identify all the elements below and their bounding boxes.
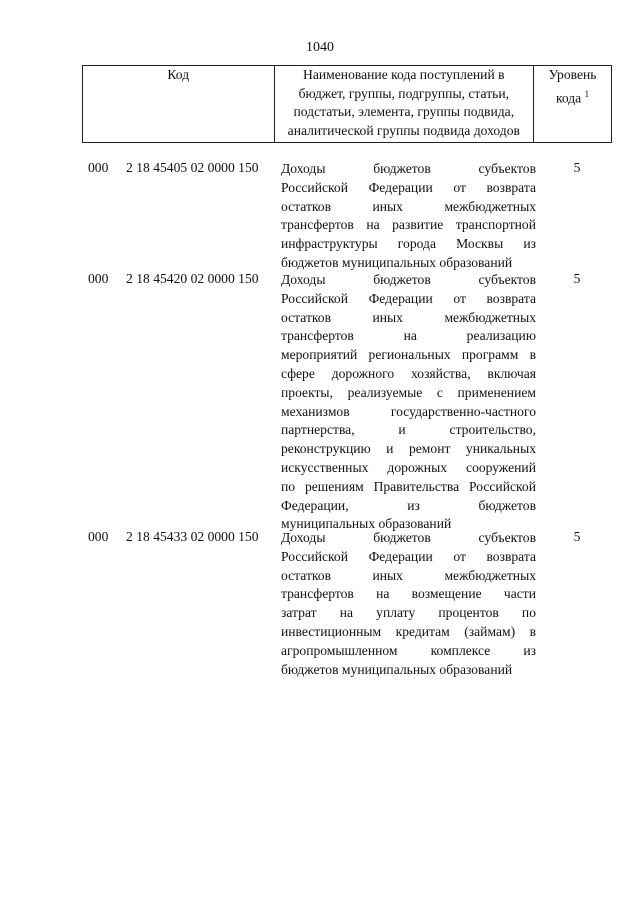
revenue-name-line: остатков иных межбюджетных	[281, 309, 536, 325]
table-header	[82, 65, 612, 143]
footnote-marker: 1	[584, 88, 590, 99]
revenue-name-line: инвестиционным кредитам (займам) в	[281, 623, 536, 639]
code-level: 5	[573, 160, 581, 175]
revenue-name-line: Доходы бюджетов субъектов	[281, 530, 536, 545]
revenue-name-line: трансфертов на реализацию	[281, 328, 536, 344]
revenue-name-line: инфраструктуры города Москвы из	[281, 236, 536, 252]
revenue-name-line: затрат на уплату процентов по	[281, 605, 536, 621]
revenue-name-line: муниципальных образований	[281, 516, 452, 532]
column-header-level-line: кода $^1$	[555, 88, 590, 106]
column-header-name-line: аналитической группы подвида доходов	[287, 122, 520, 138]
revenue-name-line: бюджетов муниципальных образований	[281, 254, 513, 270]
revenue-name-line: Российской Федерации от возврата	[281, 290, 536, 306]
revenue-name-line: Доходы бюджетов субъектов	[281, 272, 536, 287]
revenue-name-line: Доходы бюджетов субъектов	[281, 161, 536, 176]
revenue-name-line: трансфертов на развитие транспортной	[281, 217, 536, 233]
column-header-name	[274, 66, 534, 143]
code-level: 5	[573, 271, 581, 286]
revenue-code: 2 18 45405 02 0000 150	[126, 160, 259, 175]
revenue-name-line: Российской Федерации от возврата	[281, 548, 536, 564]
revenue-name-line: Федерации, из бюджетов	[281, 497, 536, 513]
revenue-name-line: остатков иных межбюджетных	[281, 198, 536, 214]
revenue-name	[281, 529, 536, 679]
code-level: 5	[573, 529, 581, 544]
revenue-name-line: трансфертов на возмещение части	[281, 586, 536, 602]
column-header-level-line: Уровень	[548, 67, 597, 82]
revenue-name	[281, 160, 536, 273]
revenue-name-line: искусственных дорожных сооружений	[281, 459, 536, 475]
admin-code: 000	[88, 271, 109, 286]
column-header-name-line: подстатьи, элемента, группы подвида,	[293, 104, 515, 119]
revenue-name-line: по решениям Правительства Российской	[281, 478, 536, 494]
revenue-code: 2 18 45420 02 0000 150	[126, 271, 259, 286]
revenue-name-line: мероприятий региональных программ в	[281, 347, 536, 363]
revenue-name-line: агропромышленном комплексе из	[281, 642, 536, 658]
column-header-name-line: бюджет, группы, подгруппы, статьи,	[298, 85, 510, 101]
revenue-name-line: бюджетов муниципальных образований	[281, 661, 513, 677]
admin-code: 000	[88, 160, 109, 175]
revenue-name-line: механизмов государственно-частного	[281, 403, 536, 419]
revenue-name-line: проекты, реализуемые с применением	[281, 384, 536, 400]
column-header-name-line: Наименование кода поступлений в	[303, 67, 505, 82]
column-header-code: Код	[83, 66, 275, 143]
revenue-name-line: остатков иных межбюджетных	[281, 567, 536, 583]
revenue-name-line: реконструкцию и ремонт уникальных	[281, 441, 536, 457]
page-number: 1040	[306, 40, 334, 55]
revenue-name-line: сфере дорожного хозяйства, включая	[281, 365, 536, 381]
column-header-level	[534, 66, 612, 143]
admin-code: 000	[88, 529, 109, 544]
revenue-name-line: Российской Федерации от возврата	[281, 179, 536, 195]
revenue-name-line: партнерства, и строительство,	[281, 422, 536, 438]
revenue-code: 2 18 45433 02 0000 150	[126, 529, 259, 544]
revenue-name	[281, 271, 536, 534]
